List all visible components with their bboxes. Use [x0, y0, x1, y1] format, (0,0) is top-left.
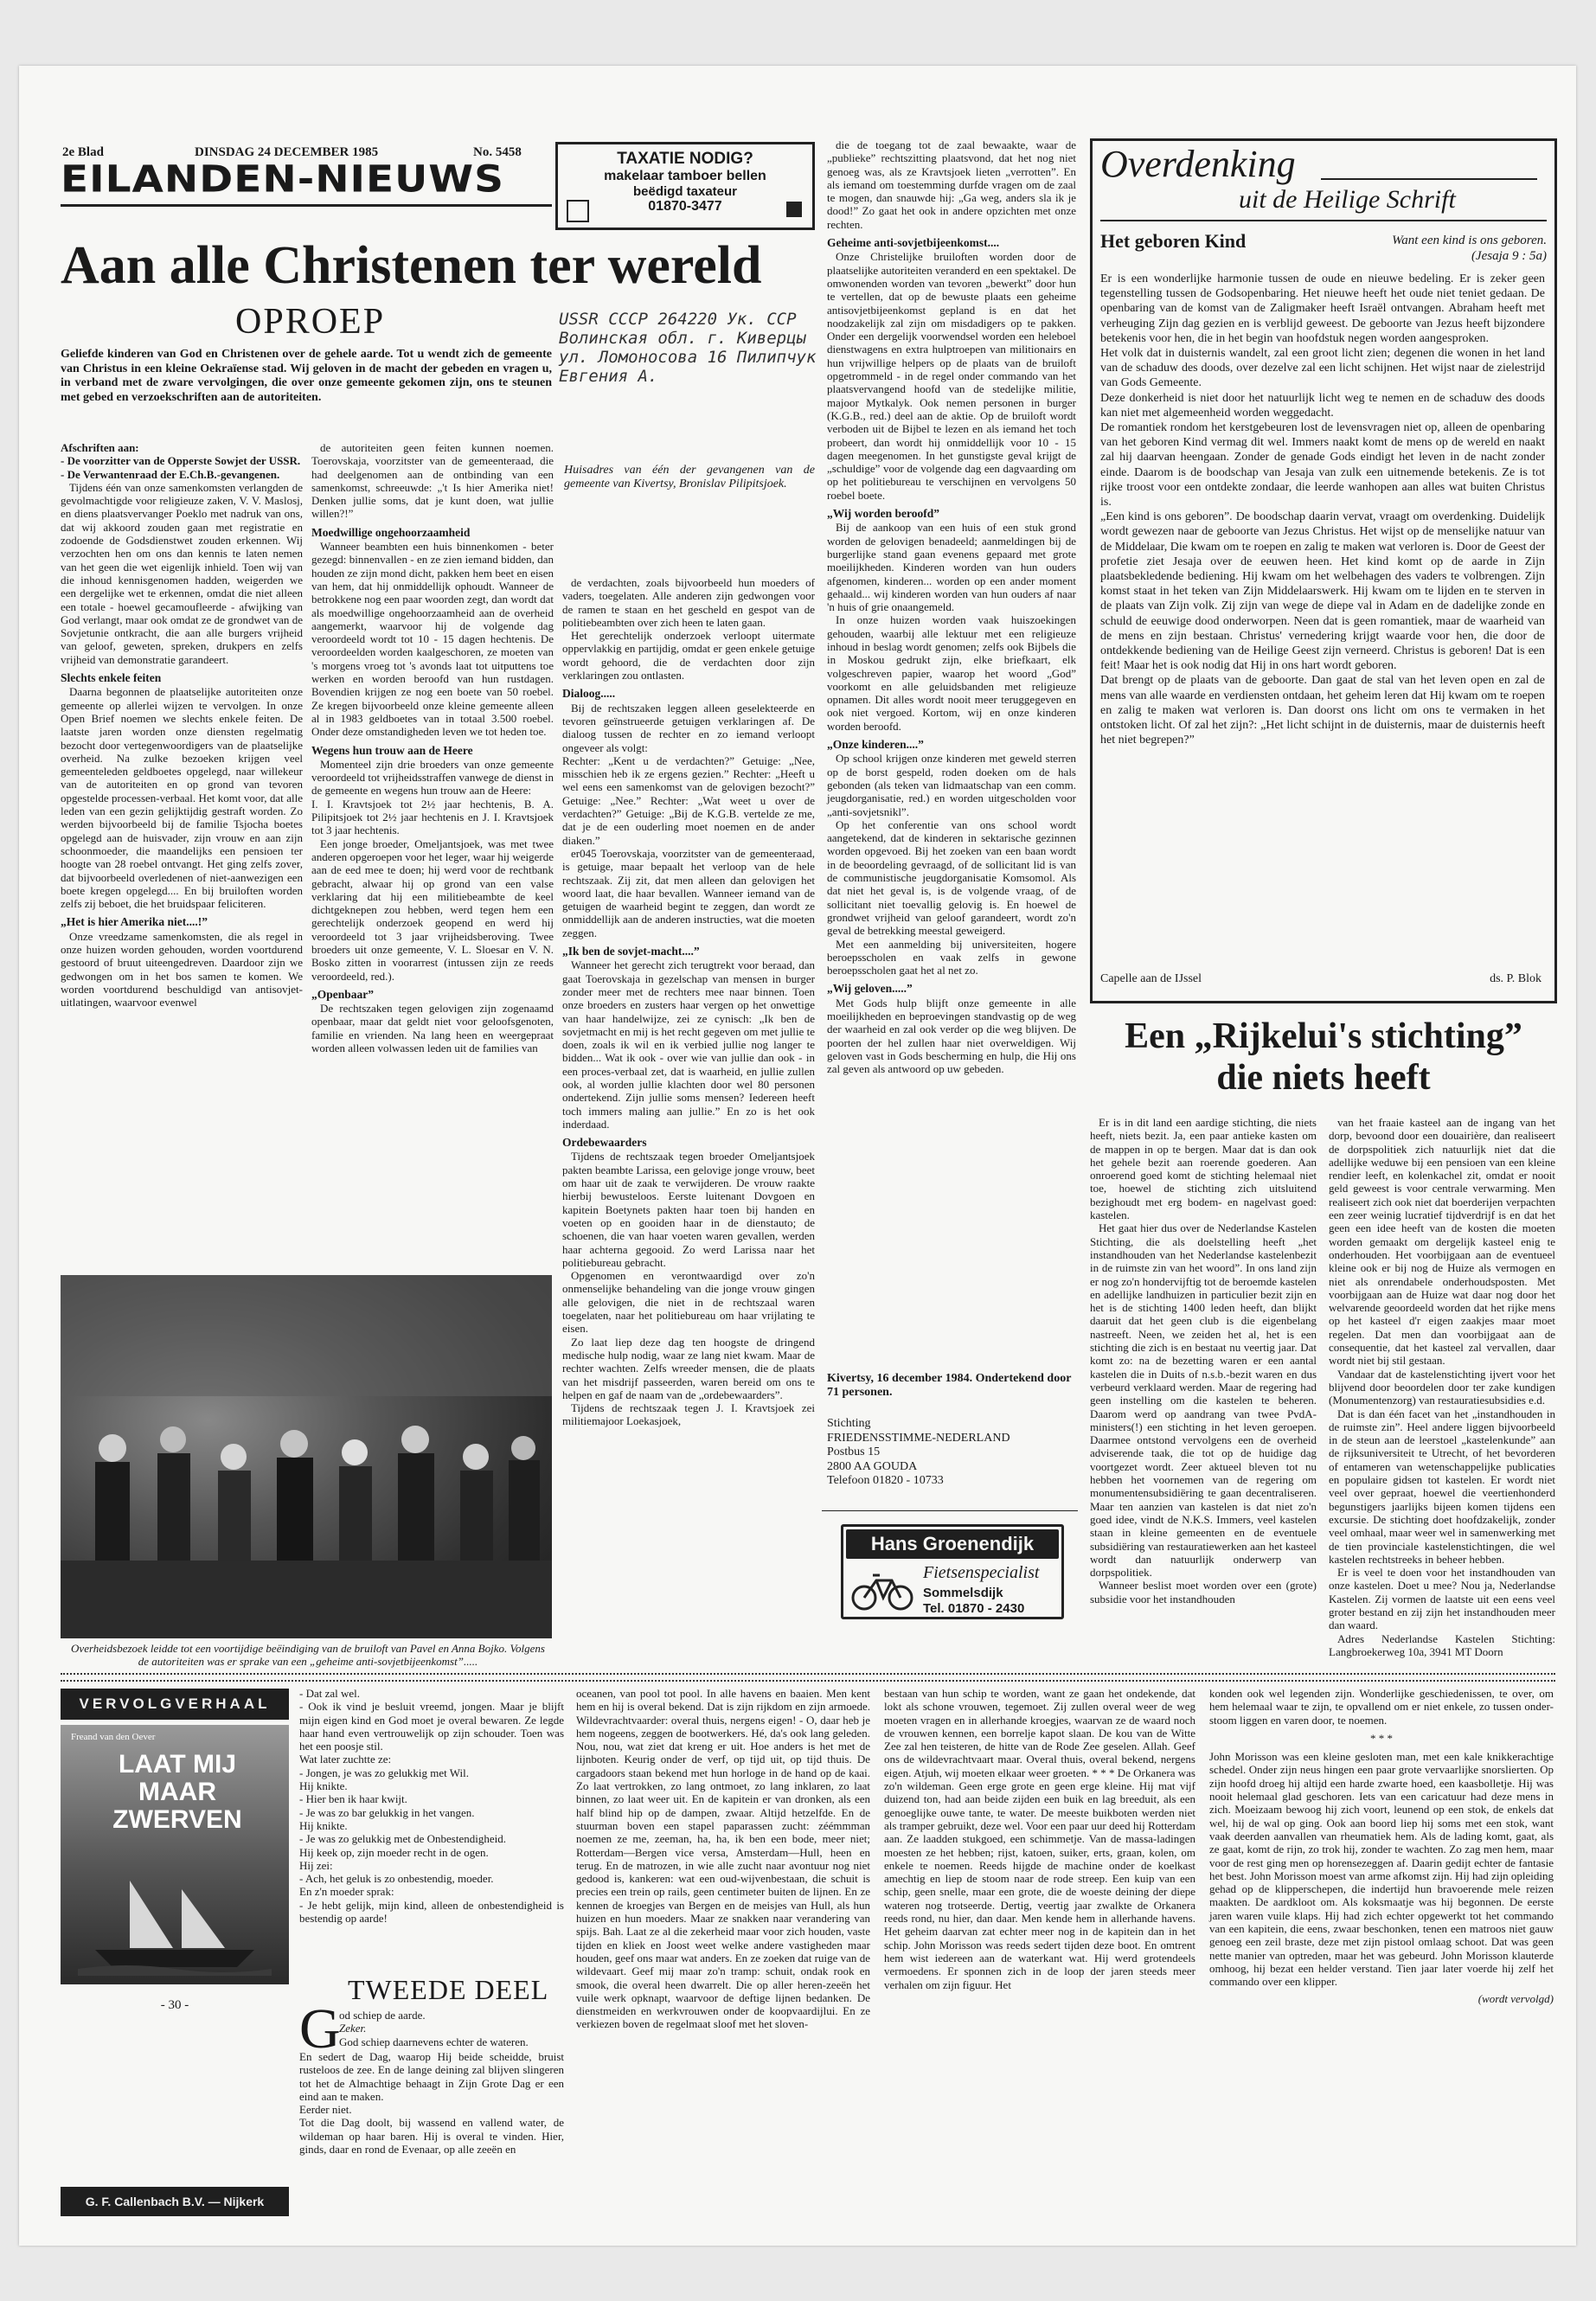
issue-date: DINSDAG 24 DECEMBER 1985: [195, 145, 379, 159]
christenen-col1: [61, 441, 303, 1009]
story-col4: [1209, 1687, 1554, 2005]
christenen-para: Tijdens één van onze samenkomsten verlangden de gevolmachtigde voor religieuze zaken, V. V. Maslosj, en diens plaatsvervanger Poeklo met nadruk van ons, dat wij akkoord zouden gaan met registratie en zodoende de Godsdienstwet zouden erkennen. Wij verzochten hen om ons dan kennis te laten nemen van het geen die wet eigenlijk inhield. Toen wij van die inhoud kennisgenomen hadden, weigerden we een dergelijke wet te erkennen, omdat die niet alleen een totale - hoewel gecamoufleerde - afwijking van God verlangt, maar ook omdat ze de grondwet van de Sovjetunie ontkracht, die aan alle burgers vrijheid van geloof, geweten, spreken, drukpers en zelfs vrijheid van demonstratie garandeert.: [61, 480, 303, 666]
crowd-figures: [61, 1275, 552, 1638]
newspaper-page: [19, 66, 1576, 2246]
story-line: - Je hebt gelijk, mijn kind, alleen de onbestendigheid is bestendig op aarde!: [299, 1898, 564, 1926]
title-rule: [1321, 178, 1537, 180]
story-line: Wat later zuchtte ze:: [299, 1753, 392, 1766]
christenen-para: Tijdens de rechtszaak tegen broeder Omeljantsjoek pakten beambte Larissa, een gelovige jonge vrouw, beet om haar uit de zaak te verwijderen. De vrouw raakte hierbij bewusteloos. Eerste luitenant Dovgoen en kapitein Boetynets pakten haar toen bij handen en voeten op en gooiden haar in de dienstauto; de schoenen, die van haar voeten waren gevallen, werden haar achterna gegooid. Zo werd Larissa naar het politiebureau gebracht.: [562, 1150, 815, 1269]
christenen-para: Met een aanmelding bij universiteiten, hogere beroepsscholen en vaak zelfs in gewone beroepsscholen gaat het al net zo.: [827, 937, 1076, 977]
drop-cap: G: [299, 1997, 341, 2061]
rijkelui-para: Adres Nederlandse Kastelen Stichting: Langbroekerweg 10a, 3941 MT Doorn: [1329, 1631, 1555, 1658]
rijkelui-headline: [1085, 1016, 1562, 1099]
continued-note: (wordt vervolgd): [1477, 1991, 1554, 2005]
rijkelui-col1: [1090, 1116, 1317, 1606]
overdenking-para: Deze donkerheid is niet door het natuurlijk licht weg te nemen en de schaduw des doods kan niet met algemeenheid worden weggedacht.: [1100, 391, 1545, 420]
address-line: Postbus 15: [827, 1445, 881, 1458]
christenen-para: Met Gods hulp blijft onze gemeente in alle moeilijkheden en beproevingen standvastig op de weg der waarheid en zal ook verder op die weg blijven. De poorten der hel zullen haar niet overweldigen. Wij geloven vast in Gods bescherming en hulp, die Hij ons zal geven als antwoord op uw gebeden.: [827, 996, 1076, 1076]
overdenking-para: Dat brengt op de plaats van de geboorte. Dan gaat de stal van het leven open en zal de mens van alle waarde en verdiensten ontdaan, het geheim leren dat Hij kwam om te roepen en zalig te maken wat verloren is. Dan doorst ons licht om ons te vermaken in het ontstoken licht. Of zal het zijn?: „Het licht schijnt in de duisternis, maar de duisternis heeft het niet begrepen?”: [1100, 674, 1545, 747]
masthead-rule: [61, 204, 552, 207]
groenendijk-subtitle: Fietsenspecialist: [923, 1563, 1040, 1582]
tweede-deel-title: TWEEDE DEEL: [348, 1974, 549, 2005]
book-cover: [61, 1725, 289, 1984]
subheading-beroofd: „Wij worden beroofd”: [827, 507, 940, 521]
groenendijk-name: Hans Groenendijk: [846, 1529, 1059, 1559]
rijkelui-para: Dat is dan één facet van het „instandhouden in de ruimste zin”. Heel andere liggen bijvoorbeeld in de steun aan de leerstoel „kastelenkunde” aan de rijksuniversiteit te Utrecht, of het bevorderen of entameren van wetenschappelijke publicaties en populaire gidsen tot kastelen. Er wordt niet veel over gepraat, hoewel die veertienhonderd begunstigers jaarlijks bijeen komen tijdens een excursie. De stichting doet hoofdzakelijk, zonder veel omhaal, maar weer wel in samenwerking met de tien provinciale kastelenstichtingen, die wel kastelen rechtstreeks in beheer hebben.: [1329, 1407, 1555, 1566]
story-line: - Je was zo bar gelukkig in het vangen.: [299, 1805, 475, 1819]
christenen-para: Wanneer beambten een huis binnenkomen - beter gezegd: binnenvallen - en ze zien iemand bidden, dan houden ze zijn mond dicht, pakken hem beet en eisen van hem, dat hij onmiddellijk ophoudt. Wanneer de betrokkene nog een paar woorden zegt, dan wordt dat als moedwillige ongehoorzaamheid aan de overheid aangemerkt, waarvoor hij de volgende dag veroordeeld wordt tot 10 - 15 dagen hechtenis. De veroordeelden worden kaalgeschoren, ze moeten van 's morgens vroeg tot 's avonds laat tot uitputtens toe werken en worden beroofd van hun rustdagen. Bovendien krijgen ze nog een boete van 50 roebel. Ze kregen bijvoorbeeld onze kleine gemeente alleen al in 1983 geldboetes van in totaal 3.500 roebel. Onder deze omstandigheden leven we tot heden toe.: [311, 540, 554, 739]
dialogue-text: Rechter: „Kent u de verdachten?” Getuige: „Nee, misschien heb ik ze ergens gezien.” Rechter: „Heeft u wel eens een samenkomst van de gelovigen bezocht?” Getuige: „Nee.” Rechter: „Wat weet u over de verdachten?” Getuige: „Bij de K.G.B. vertelde ze me, dat je de een ouderling moet noemen en de ander diaken.”: [562, 753, 815, 847]
christenen-para: Op het conferentie van ons school wordt aangetekend, dat de kinderen in sektarische gezinnen worden opgevoed. Bij het zoeken van een baan wordt in de beoordeling gevraagd, of de sollicitant lid is van de communistische jeugdorganisatie Komsomol. Als dat niet het geval is, is de volgende vraag, of de sollicitant niet toevallig gelovig is. En hoewel de grondwet vrijheid van geloof garandeert, wordt zo'n geval de betrekking meestal geweigerd.: [827, 817, 1076, 938]
address-caption: Huisadres van één der gevangenen van de gemeente van Kivertsy, Bronislav Pilipitsjoek.: [564, 464, 815, 490]
taxatie-phone: 01870-3477: [648, 199, 722, 214]
rijkelui-para: Het gaat hier dus over de Nederlandse Kastelen Stichting, die als doelstelling heeft „het instandhouden van het Nederlandse kastelenbezit in de ruimste zin van het woord”. In ons land zijn er nog zo'n hondervijftig tot de beroemde kastelen en adellijke landhuizen in particulier bezit zijn en het is de stichting 1400 leden heeft, dan blijkt daaruit dat het geen club is die eigenbelang nastreeft. Neen, we zeiden het al, het is een stichting die zich is en bestaat nu veertig jaar. Dat komt zo: na de bezetting waren er een aantal kastelen die in Duits of n.s.b.-bezit waren en dus verbeurd verklaard werden. Maar de regering had geen instelling om die kastelen te beheren. Daarom werd op aandrang van twee PvdA-ministers(!) een stichting in het leven geroepen. Daarmee ontstond vervolgens een de overheid adviserende taak, die tot op de huidige dag voortgezet wordt. Zeer aktueel bleven tot nu hebben het voornemen van de regering om monumentensubsidiëring te gaan decentraliseren. Maar ten aanzien van kastelen is dat niet zo'n goed idee, vindt de N.K.S. Immers, veel kastelen staan in kleine gemeenten en de eventuele subsidiëring van restauratiewerken aan het kasteel wordt dan natuurlijk onderwerp van dorpspolitiek.: [1090, 1221, 1317, 1580]
ship-illustration: [78, 1872, 272, 1976]
page-number: - 30 -: [160, 1998, 189, 2012]
subheading-geloven: „Wij geloven.....”: [827, 982, 913, 996]
story-line: Hij zei:: [299, 1858, 333, 1872]
christenen-para: Zo laat liep deze dag ten hoogste de dringend medische hulp nodig, waar ze lang niet kwam. Maar de rechter wachten. Zelfs wreeder mensen, die de plaats van het misdrijf passeerden, waren bereid om ons te helpen en gaf de naam van de „ordebewaarders”.: [562, 1335, 815, 1401]
christenen-col4: [827, 138, 1076, 1075]
prisoner-list: I. I. Kravtsjoek tot 2½ jaar hechtenis, B. A. Pilipitsjoek tot 2½ jaar hechtenis en J. I. Kravtsjoek tot 3 jaar hechtenis.: [311, 797, 554, 837]
overdenking-para: De romantiek rondom het kerstgebeuren lost de levensvragen niet op, alleen de openbaring van het geboren Kind vermag dit wel. Immers naakt komt de mens op de wereld en naakt zal hij daarvan heengaan. Zonder de genade Gods eindigt het leven in de nacht zonder einde. Daarom is de boodschap van Jesaja van zulk een uitnemende betekenis. Ze is tot rijke troost voor een ontdekte zondaar, die leerde wanhopen aan alles wat buiten Christus is.: [1100, 421, 1545, 510]
rijkelui-headline-line2: die niets heeft: [1216, 1058, 1431, 1098]
wedding-photo: [61, 1275, 552, 1638]
subheading-kinderen: „Onze kinderen....”: [827, 738, 924, 752]
verse-ref: (Jesaja 9 : 5a): [1471, 249, 1547, 263]
story-stars: * * *: [1370, 1731, 1393, 1745]
rijkelui-para: Er is in dit land een aardige stichting, die niets heeft, niets bezit. Ja, een paar antieke kasten om de mappen in op te bergen. Maar dat is dan ook het gehele bezit aan roerende goederen. Aan onroerend goed komt de stichting helemaal niet toe, hoewel de stichting zich uitsluitend bezighoudt met erg bodem- en nagelvast goed: kastelen.: [1090, 1116, 1317, 1222]
christenen-para: Bij de aankoop van een huis of een stuk grond worden de gelovigen benadeeld; aanmeldingen bij de burgerlijke stand gaan evenens gepaard met grote moeilijkheden. Kinderen worden van hun ouders afgenomen, kinderen... worden op een ander moment gehaald... wij kinderen worden van hun ouders af naar 'n huis of grie onaangemeld.: [827, 521, 1076, 614]
christenen-col3: [562, 576, 815, 1428]
handwritten-address: USSR CCCP 264220 Ук. ССР Волинская обл. г. Киверцы ул. Ломоносова 16 Пилипчук Евгения А.: [559, 310, 817, 386]
story-line: - Jongen, je was zo gelukkig met Wil.: [299, 1766, 470, 1779]
groenendijk-ad: [841, 1524, 1064, 1619]
story-col1: [299, 1687, 564, 1925]
rijkelui-para: van het fraaie kasteel aan de ingang van het dorp, bevoond door een douairière, dan realiseert de dorpspolitiek zich natuurlijk niet dat die adellijke weduwe bij een pensioen van een kleine rendier leeft, en kolenkachel zit, omdat er nooit geld geweest is voor centrale verwarming. Men realiseert zich ook niet dat boerderijen verpachten een zeer weinig lucratief tijdverdrijf is en dat het geen een idee heeft van de kosten die moeten worden gemaakt om dergelijk kasteel enig te onderhouden. Het voorbijgaan aan de eventueel kleine ook er bij nog de Huize als vermogen en niet als onrendabele onderhoudsposten. Met voorbijgaan aan de Huize wat daar nog door het welvarende geoordeeld worden dat het rijke mens op het kasteel d'r eigen zaakjes maar moet regelen. Dat men dan voorbijgaat aan de consequentie, dat het kasteel zal vervallen, daar wordt niet bij stil gestaan.: [1329, 1116, 1555, 1368]
story-col2: oceanen, van pool tot pool. In alle havens en baaien. Men kent hem en hij is overal bekend. Dat is zijn rijkdom en zijn armoede. Wildevrachtvaarder: overal thuis, nergens eigen! - O, daar heb je hem nogeens, zeggen de bootwerkers. Hé, da's ook lang geleden. Nou, nou, wat ziet dat kreng er uit. Hoe anders is het met de lijnboten. Keurig onder de verf, op tijd uit, op tijd thuis. De cargadoors staan bekend met hun horloge in de hand op de kaai. Zo laat vertrokken, zo lang ontmoet, zo lang inklaren, zo laat binnen, zo laat weer uit. En de kapitein er van dronken, als een half blind hip op de dampen, zwaar. Altijd hetzelfde. En de stuurman boven een stapel paparassen zucht: zéémmman noemen ze me, zeeman, ha, ha, ik ben een bode, meer niet; Rotterdam—Bergen vice versa, Amsterdam—Hull, heen en terug. En de matrozen, in wie alle zucht naar avontuur nog niet gedood is, kankeren: wat een oud-wijvenbestaan, die schuit is precies een trein op rails, geen centimeter buiten de lijnen. En ze kennen de kroegjes van Bergen en de meisjes van Hull, als hun huizen en hun moeders. Maar ze snakken naar verandering van spijs. Bah. Laat ze al die zekerheid maar voor zich houden, vaste tijden en kliek en Joost weet welke andere vastigheden maar houden, geef ons maar wat anders. En ze zoeken dat ruige van de wildevaart. Geef mij maar zo'n tramp: schuit, ondak rook en smook, die overal heen dwarrelt. Die op aller heren-zeeën het vuile werk opknapt, waarvoor de deftige lijnen bedanken. De dienstmeiden en werkvrouwen onder de koopvaardijlui. En ze verkiezen boven de regelmaat sloof met het sloven-: [576, 1687, 870, 2031]
oproep-title: OPROEP: [235, 302, 386, 342]
christenen-col2: [311, 441, 554, 1054]
christenen-para: Op school krijgen onze kinderen met geweld sterren op de borst gespeld, roden doeken om de hals gebonden (als teken van lidmaatschap van een comm. jeugdorganisatie, red.) en worden uitgescholden voor „anti-sovjetsnikl”.: [827, 752, 1076, 818]
christenen-para: de verdachten, zoals bijvoorbeeld hun moeders of vaders, toegelaten. Alle anderen zijn gedwongen voor de ramen te staan en het gescheld en gespot van de politiebeambten over zich heen te laten gaan.: [562, 576, 815, 629]
rijkelui-para: Wanneer beslist moet worden over een (grote) subsidie voor het instandhouden: [1090, 1579, 1317, 1606]
taxatie-title: TAXATIE NODIG?: [617, 150, 753, 168]
verse-text: Want een kind is ons geboren.: [1392, 234, 1547, 247]
overdenking-title: Overdenking: [1100, 143, 1296, 185]
bicycle-icon: [850, 1567, 914, 1612]
overdenking-place: Capelle aan de IJssel: [1100, 972, 1202, 985]
story-line: - Ook ik vind je besluit vreemd, jongen. Maar je blijft mijn eigen kind en God moet je overal bewaren. Ze legde haar hand even vertrouwelijk op zijn schouder. Toen was het een poosje stil.: [299, 1700, 564, 1753]
story-line: Zeker.: [339, 2022, 367, 2035]
address-line: 2800 AA GOUDA: [827, 1459, 918, 1473]
rijkelui-col2: [1329, 1116, 1555, 1658]
story-line: od schiep de aarde.: [339, 2009, 426, 2022]
issue-number: No. 5458: [473, 145, 522, 159]
christenen-para: Bij de rechtszaken leggen alleen geselekteerde en tevoren geïnstrueerde getuigen verklaringen af. De dialoog tussen de rechter en zo iemand verloopt ongeveer als volgt:: [562, 701, 815, 754]
story-line: God schiep daarnevens echter de wateren.: [339, 2035, 529, 2048]
christenen-para: Wanneer het gerecht zich terugtrekt voor beraad, dan gaat Toerovskaja in gezelschap van mensen in burger zonder meer met de rechters mee naar binnen. Toen onze broeders en zusters haar vergen op het onwettige van haar handelwijze, zei ze cynisch: „Ik ben de sovjetmacht en mij is het recht gegeven om met jullie te doen, zoals ik wil en ik verbied jullie nog langer te bidden... Wat ik ook - over wie van jullie dan ook - in een proces-verbaal zet, dat is waarheid, en jullie zullen ook, al worden jullie klachten door wel 80 personen ondertekend. Zijn jullie soms mensen? Iedereen heeft toch immers maling aan jullie.” En zo is het ook inderdaad.: [562, 958, 815, 1131]
story-col1-continued: [299, 2050, 564, 2156]
house-logo-icon: [567, 200, 589, 222]
story-line: - Ach, het geluk is zo onbestendig, moeder.: [299, 1872, 494, 1886]
rijkelui-headline-line1: Een „Rijkelui's stichting”: [1125, 1016, 1522, 1056]
nvm-logo-icon: [786, 202, 802, 217]
story-line: En sedert de Dag, waarop Hij beide scheidde, bruist rusteloos de zee. En de lange deining zal blijven slingeren tot het de Almachtige behaagt in Zijn Grote Dag er een eind aan te maken.: [299, 2050, 564, 2103]
addressed-to-1: - De voorzitter van de Opperste Sowjet der USSR.: [61, 454, 301, 468]
story-para: John Morisson was een kleine gesloten man, met een kale knikkerachtige schedel. Onder zijn neus hingen een paar grote vervaarlijke snorslierten. Op zijn hoofd droeg hij altijd een harde zwarte hoed, een kaasbolletje. Hij was nooit helemaal glad geschoren. Iets van een caricatuur had deze mens in zich. Moeizaam bewoog hij zich voort, leunend op een stok, de enkels dat wel, hij de wal op ging. Ook aan boord liep hij soms met een stok, want vaak deerden aanvallen van rheumatiek hem. Als de lading komt, gaat, als ze gaat, komt de rijn, zo trok hij, zonder te wachten. Zo zag men hem, maar voor de rest ging men op horensezeggen af. Daarin gedijt echter de fantasie het best. John Morisson moest van arme afkomst zijn. Hij had zijn opleiding gehad op de klipperschepen, die indertijd hun bravoerende mele reizen maakten. De aardkloot om. Als koksmaatje was hij begonnen. De eerste jaren waren vuile klaps. Hij had zich echter opgewerkt tot het commando van een kapitein, die eens, zwaar beschonken, tenen een matroos niet gauw genoeg een zeil braste, deze met zijn pistool omlaag schoot. Dat was geen nette manier van optreden, maar het was gebeurd. John Morisson klauterde omhoog, hij bezat een helder verstand. Tien jaar later voerde hij zelf het commando over een klipper.: [1209, 1750, 1554, 1989]
cover-title: LAAT MIJ MAAR ZWERVEN: [112, 1750, 242, 1834]
overdenking-para: „Een kind is ons geboren”. De boodschap daarin vervat, vraagt om overdenking. Duidelijk wordt gewezen naar de geboorte van Jezus Christus. Het wijst op de menselijke natuur van de Middelaar, Die kwam om te roepen en zalig te maken wat verloren is. Door de Geest der profetie ziet Jesaja over de eeuwen heen. Het kind komt op de aarde in Zijn plaatsbekledende bediening. Hij kwam om het welbehagen des vaders te volbrengen. Zijn komst staat in het teken van Zijn Middelaarswerk. Hij kwam om te lijden en te sterven in de plaats van Zijn volk. Zij zijn van wege de diepe val in Adam en de dadelijke zonde en schuld de eeuwige dood onderworpen. Neen dat is geen romantiek, maar de waarheid van de mens en zijn bestaan. Christus' vernedering krijgt waarde voor hen, die door de ontdekkende bediening van de Heilige Geest zijn verneerd. Christus is geboren! Dat is een feit! Maar het is ook nodig dat Hij in ons hart wordt geboren.: [1100, 510, 1545, 673]
addressed-to-label: Afschriften aan:: [61, 441, 139, 454]
section-label: 2e Blad: [62, 145, 104, 159]
address-line: Stichting: [827, 1417, 871, 1430]
letter-closing: Kivertsy, 16 december 1984. Ondertekend door 71 personen.: [827, 1372, 1072, 1399]
addressed-to-2: - De Verwantenraad der E.Ch.B.-gevangenen.: [61, 467, 280, 481]
address-line: Telefoon 01820 - 10733: [827, 1474, 944, 1487]
subheading-sovjet: „Ik ben de sovjet-macht....”: [562, 945, 700, 958]
subheading-slechts: Slechts enkele feiten: [61, 671, 162, 685]
story-col3: bestaan van hun schip te worden, want ze gaan het ondekende, dat lokt als schone vrouwen, tegemoet. Zij zullen overal weer de weg moeten vragen en in allerhande kroegjes, waarvan ze de waard noch de vrouwen kennen, een borrelje kapot slaan. De kou van de Witte Zee zal hen teisteren, de hitte van de Rode Zee geselen. Allah. Geef ons de wildevrachtvaart maar. Overal thuis, overal bekend, nergens eigen. Atjuh, wij moeten elkaar weer groeten. * * * De Orkanera was zo'n wildeman. Geen erge grote en geen erge kleine. Hij mat vijf duizend ton, had aan beide zijden een buik en lag breeduit, als een genoeglijke ouwe tante, te water. De meeste buikboten werden niet als tramper gebruikt, deze wel. Voor een paar uur deed hij Rotterdam aan. Ze laadden stukgoed, een schimmetje. Van de massa-ladingen moesten ze het hebben; rijst, katoen, suiker, erts, graan, kolen, om enkele te noemen. Reeds hijgde de machine onder de koelkast amechtig en liep de stoom naar de rode streep. Een kuip van een schip, geen snelle, maar een grote, die de woeste deining der diepe wateren nog trotseerde. Dertig, veertig jaar zwalkte de Orkanera reeds rond, nu hier, dan daar. Men kende hem in allerhande havens. Het geheim daarvan zat echter meer nog in de kapitein dan in het schip. John Morisson was reeds sedert tijden deze boot. En omtrent hem wist iedereen aan de waterkant wat. Hij werd grotendeels vermoedens. Er sponnen zich in de loop der jaren steeds meer verhalen om zijn figuur. Het: [884, 1687, 1195, 1991]
overdenking-author: ds. P. Blok: [1490, 972, 1542, 985]
stichting-address: [827, 1417, 1076, 1489]
overdenking-body: [1100, 272, 1545, 748]
christenen-para: Momenteel zijn drie broeders van onze gemeente veroordeeld tot vrijheidsstraffen vanwege de dienst in de gemeente en wegens hun trouw aan de Heere:: [311, 757, 554, 798]
header-rule: [1100, 220, 1547, 221]
christenen-para: de autoriteiten geen feiten kunnen noemen. Toerovskaja, voorzitster van de gemeenteraad, die had deelgenomen aan de ontbinding van een samenkomst, schreeuwde: „'t Is hier Amerika niet! Denken jullie soms, dat je kunt doen, wat jullie willen?!”: [311, 441, 554, 521]
taxatie-line1: makelaar tamboer bellen: [604, 169, 766, 183]
story-line: - Je was zo gelukkig met de Onbestendigheid.: [299, 1832, 506, 1846]
story-opening: [339, 2009, 564, 2048]
christenen-para: Opgenomen en verontwaardigd over zo'n onmenselijke behandeling van die jonge vrouw gingen alle gelovigen, die niet in de rechtszaal waren toegelaten, naar het politiebureau om haar vrijlating te eisen.: [562, 1269, 815, 1336]
section-separator: [61, 1673, 1555, 1682]
story-para: konden ook wel legenden zijn. Wonderlijke geschiedenissen, te over, om hem helemaal waar te zijn, te opvallend om er niet enkele, zo tussen onder-stoom liggen en varen door, te noemen.: [1209, 1687, 1554, 1727]
christenen-headline: Aan alle Christenen ter wereld: [61, 236, 762, 295]
overdenking-para: Er is een wonderlijke harmonie tussen de oude en nieuwe bedeling. Er is zeker geen tegenstelling tussen de Godsopenbaring. Het nieuwe heeft het oude niet teniet gedaan. De openbaring van de komst van de Zaligmaker heeft Israël ontvangen. Abraham heeft met verheuging Zijn dag gezien en is verblijd geweest. De geboorte van Jezus heeft bijzondere betekenis voor hen, die in het begin van hoofdstuk negen worden aangesproken.: [1100, 272, 1545, 345]
subheading-dialoog: Dialoog.....: [562, 687, 616, 701]
subheading-ordebewaarders: Ordebewaarders: [562, 1136, 647, 1150]
subheading-geheime: Geheime anti-sovjetbijeenkomst....: [827, 236, 1000, 250]
story-line: Hij knikte.: [299, 1779, 348, 1793]
masthead: EILANDEN-NIEUWS: [61, 157, 504, 202]
christenen-para: Tijdens de rechtszaak tegen J. I. Kravtsjoek zei militiemajoor Loekasjoek,: [562, 1401, 815, 1428]
overdenking-para: Het volk dat in duisternis wandelt, zal een groot licht zien; degenen die wonen in het land van de schaduw des doods, over dezelve zal een licht schijnen. Het wijst naar de zielestrijd van Gods Gemeente.: [1100, 347, 1545, 390]
christenen-para: er045 Toerovskaja, voorzitster van de gemeenteraad, is getuige, maar bepaalt het verloop van de hele rechtszaak. Zij zit, dat men alleen dan gelovigen het woord laat, die haar bevallen. Wanneer iemand van de getuigen de waarheid begint te zeggen, dan wordt ze onmiddellijk aan de anderen instructies, wat die moeten zeggen.: [562, 846, 815, 939]
groenendijk-phone: Tel. 01870 - 2430: [923, 1601, 1025, 1616]
story-line: Eerder niet.: [299, 2103, 352, 2117]
subheading-amerika: „Het is hier Amerika niet....!”: [61, 915, 208, 929]
christenen-para: De rechtszaken tegen gelovigen zijn zogenaamd openbaar, maar dat geldt niet voor geloofsgenoten, familie en vrienden. Na lang heen en weergepraat worden alleen volwassen leden uit de families van: [311, 1002, 554, 1055]
rijkelui-para: Er is veel te doen voor het instandhouden van onze kastelen. Doet u mee? Nou ja, Nederlandse Kastelen. Zij vormen de laatste uit een eens veel groter bestand en zij zijn het instandhouden meer dan waard.: [1329, 1566, 1555, 1632]
publisher-label: G. F. Callenbach B.V. — Nijkerk: [61, 2187, 289, 2216]
subheading-wegens: Wegens hun trouw aan de Heere: [311, 743, 473, 757]
christenen-para: Onze vreedzame samenkomsten, die als regel in onze huizen worden gehouden, worden voortdurend gestoord of bruut uiteengedreven. Daardoor zijn we gedwongen om in het bos samen te komen. We worden voortdurend beschuldigd van antisovjet-uitlatingen, waarvoor evenwel: [61, 929, 303, 1009]
christenen-para: die de toegang tot de zaal bewaakte, waar de „publieke” rechtszitting plaatsvond, dat het nog niet genoeg was, als ze Kravtsjoek lieten „verrotten”. En als iemand om toestemming durfde vragen om de zaal te mogen, dan snauwde hij: „Ga weg, anders sla ik je dood!” Zo gaat het ook in andere opzichten met onze rechten.: [827, 138, 1076, 231]
divider: [822, 1510, 1078, 1511]
subheading-openbaar: „Openbaar”: [311, 987, 375, 1001]
christenen-para: Een jonge broeder, Omeljantsjoek, was met twee anderen opgeroepen voor het leger, waar hij weigerde aan de eed mee te doen; hij werd voor de rechtbank gebracht, alwaar hij op grond van een valse verklaring dat hij een militiebeambte de keel dichtgeknepen zou hebben, werd tegen hem een gerechtelijk onderzoek geopend en werd hij veroordeeld tot 3 jaar vrijheidsberoving. Twee broeders uit onze gemeente, V. L. Sloesar en V. N. Bosko zitten in voorarrest (intussen zijn ze reeds veroordeeld, red.).: [311, 836, 554, 983]
story-line: Tot die Dag doolt, bij wassend en vallend water, de wildeman op haar baren. Hij is overal te vinden. Hier, ginds, daar en rond de Evenaar, op alle zeeën en: [299, 2116, 564, 2157]
christenen-para: In onze huizen worden vaak huiszoekingen gehouden, waarbij alle lektuur met een religieuze inhoud in beslag wordt genomen; zelfs ook Bijbels die in Moskou gedrukt zijn, elke briefkaart, elk volgeschreven papier, waarop het woord „God” voorkomt en alle geluidsbanden met religieuze opnamen. Dit alles wordt nooit meer teruggegeven en ook niet vergoed. Kortom, wij en onze kinderen worden beroofd.: [827, 613, 1076, 733]
subheading-moedwillig: Moedwillige ongehoorzaamheid: [311, 525, 471, 539]
overdenking-subtitle: uit de Heilige Schrift: [1239, 185, 1456, 214]
taxatie-ad: [555, 142, 815, 230]
story-line: Hij knikte.: [299, 1818, 348, 1832]
taxatie-line2: beëdigd taxateur: [632, 184, 738, 199]
christenen-lead: Geliefde kinderen van God en Christenen over de gehele aarde. Tot u wendt zich de gemeente van Christus in een kleine Oekraïense stad. Wij geloven in de macht der gebeden en vragen u, in verband met de zware vervolgingen, die over onze gemeente gekomen zijn, ons te steunen met gebed en verzoekschriften aan de autoriteiten.: [61, 348, 552, 404]
story-line: - Hier ben ik haar kwijt.: [299, 1792, 407, 1806]
photo-caption: Overheidsbezoek leidde tot een voortijdige beëindiging van de bruiloft van Pavel en Anna Bojko. Volgens de autoriteiten was er sprake van een „geheime anti-sovjetbijeenkomst”.....: [71, 1642, 545, 1669]
address-line: FRIEDENSSTIMME-NEDERLAND: [827, 1431, 1010, 1445]
story-line: Hij keek op, zijn moeder recht in de ogen.: [299, 1845, 489, 1859]
cover-author: Freand van den Oever: [71, 1732, 156, 1742]
groenendijk-place: Sommelsdijk: [923, 1586, 1003, 1600]
story-line: - Dat zal wel.: [299, 1687, 361, 1700]
rijkelui-para: Vandaar dat de kastelenstichting ijvert voor het blijvend door beoordelen door ter zake kundigen (Monumentenzorg) van restauratiesubsidies e.d.: [1329, 1367, 1555, 1407]
vervolgverhaal-label: VERVOLGVERHAAL: [61, 1689, 289, 1720]
story-line: En z'n moeder sprak:: [299, 1885, 394, 1899]
christenen-para: Daarna begonnen de plaatselijke autoriteiten onze gemeente op allerlei wijzen te vervolgen. In onze Open Brief noemen we slechts enkele feiten. De laatste jaren worden onze diensten regelmatig bezocht door vertegenwoordigers van de plaatselijke overheid. Na zulke bezoeken krijgen veel gemeenteleden geldboetes opgelegd, naar willekeur van de autoriteiten en op grond van tevoren opgestelde processen-verbaal. Het komt voor, dat alle leden van een gezin gelijktijdig gestraft worden. Zo werden bijvoorbeeld bij de familie Tsjocha boetes opgelegd aan de huisvader, zijn vrouw en aan zijn schoonmoeder, die maandelijks een pensioen ter hoogte van 28 roebel ontvangt. Het ging zelfs zover, dat bijvoorbeeld overledenen of niet-aanwezigen een boete kregen opgelegd.... En bij bruiloften worden zelfs zij beboet, die het bruidspaar feliciteren.: [61, 685, 303, 911]
christenen-para: Het gerechtelijk onderzoek verloopt uitermate oppervlakkig en partijdig, omdat er geen enkele getuige wordt gehoord, die de verdachten door zijn verklaringen zou ontlasten.: [562, 629, 815, 683]
overdenking-heading: Het geboren Kind: [1100, 230, 1247, 252]
christenen-para: Onze Christelijke bruiloften worden door de plaatselijke autoriteiten veranderd en een spektakel. De omwonenden worden van tevoren „bewerkt” door hun te vertellen, dat op de bewuste plaats een geheime antisovjetbijeenkomst gepland is en dat het noodzakelijk zal zijn om misdadigers op te pakken. Onder een dergelijk voorwendsel worden een heleboel dienstwagens en extra hulptroepen van militionairs en hun vrijwillige helpers op de plaats van de bruiloft opgetrommeld - in de regel onder commando van het plaatsvervangend hoofd van de stedelijke militie, majoor Mytkalyk. Ook nemen personen in burger (K.G.B., red.) deel aan de aktie. Op de bruiloft wordt verboden uit de Bijbel te lezen en als iemand het toch probeert, dan wordt hij onmiddellijk voor 10 - 15 dagen meegenomen. In het gunstigste geval krijgt de „schuldige” voor de volgende dag een dagvaarding om op het politiebureau te verschijnen en vervolgens 50 roebel boete.: [827, 250, 1076, 502]
